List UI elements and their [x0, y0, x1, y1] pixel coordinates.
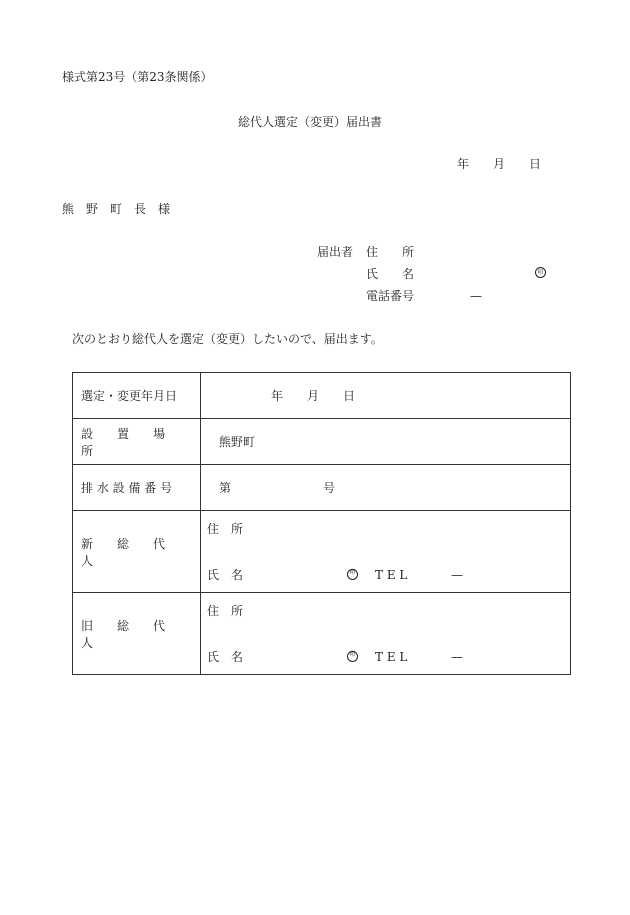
new-rep-seal-icon: 印 — [347, 569, 358, 580]
old-rep-label-cell — [73, 593, 201, 675]
date-value-cell[interactable] — [201, 373, 571, 419]
intro-text: 次のとおり総代人を選定（変更）したいので、届出ます。 — [72, 332, 383, 346]
table-row-location — [73, 419, 571, 465]
applicant-name-label: 氏 名 — [366, 267, 415, 281]
date-line: 年 月 日 — [457, 157, 542, 171]
drainage-label-cell — [73, 465, 201, 511]
document-title: 総代人選定（変更）届出書 — [238, 115, 383, 129]
location-label-cell — [73, 419, 201, 465]
new-rep-address-label: 住 所 — [207, 522, 244, 536]
old-rep-seal-icon: 印 — [347, 651, 358, 662]
location-label: 設 置 場 所 — [81, 426, 190, 458]
old-rep-tel-label: T E L — [375, 650, 408, 664]
date-label-cell — [73, 373, 201, 419]
new-rep-tel-label: T E L — [375, 568, 408, 582]
new-rep-label: 新 総 代 人 — [81, 536, 190, 568]
applicant-phone-dash: — — [470, 289, 482, 303]
date-value: 年 月 日 — [271, 389, 356, 403]
table-row-date — [73, 373, 571, 419]
date-label: 選定・変更年月日 — [81, 389, 178, 403]
applicant-label: 届出者 — [317, 245, 354, 259]
old-rep-name-label: 氏 名 — [207, 650, 244, 664]
location-value: 熊野町 — [219, 435, 256, 449]
new-rep-tel-dash: — — [451, 568, 463, 582]
new-rep-value-cell[interactable] — [201, 511, 571, 593]
applicant-seal-icon: 印 — [535, 267, 546, 278]
drainage-value-cell[interactable] — [201, 465, 571, 511]
addressee: 熊 野 町 長 様 — [62, 202, 171, 216]
new-rep-name-label: 氏 名 — [207, 568, 244, 582]
table-row-drainage — [73, 465, 571, 511]
form-number: 様式第23号（第23条関係） — [62, 70, 213, 84]
old-rep-tel-dash: — — [451, 650, 463, 664]
old-rep-value-cell[interactable] — [201, 593, 571, 675]
table-row-new-rep — [73, 511, 571, 593]
old-rep-label: 旧 総 代 人 — [81, 618, 190, 650]
new-rep-label-cell — [73, 511, 201, 593]
drainage-label: 排 水 設 備 番 号 — [81, 481, 173, 495]
applicant-address-label: 住 所 — [366, 245, 415, 259]
old-rep-address-label: 住 所 — [207, 604, 244, 618]
applicant-phone-label: 電話番号 — [366, 289, 415, 303]
drainage-prefix: 第 — [219, 481, 232, 495]
drainage-suffix: 号 — [323, 481, 336, 495]
notification-table — [72, 372, 571, 675]
table-row-old-rep — [73, 593, 571, 675]
location-value-cell[interactable] — [201, 419, 571, 465]
